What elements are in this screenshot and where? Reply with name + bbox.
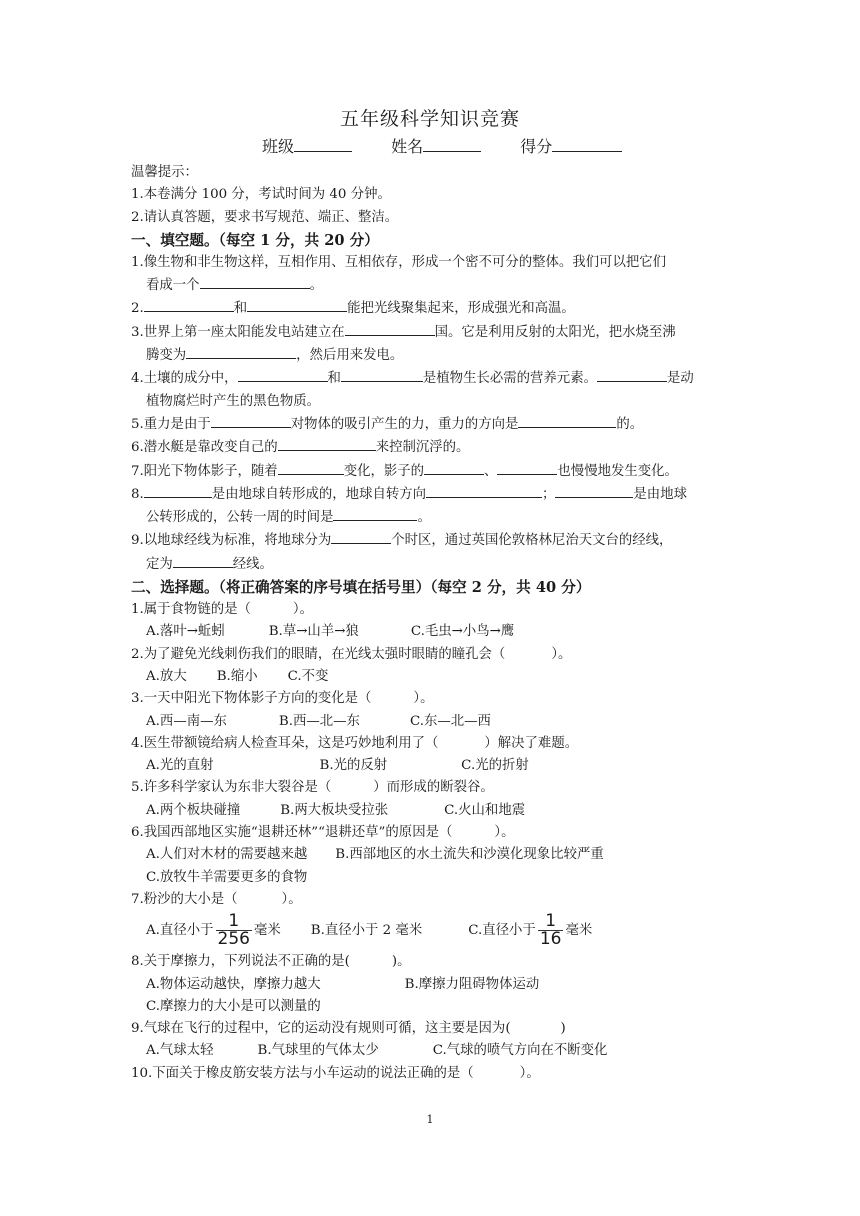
option[interactable]: B.缩小	[216, 668, 258, 684]
fraction-denominator: 16	[539, 929, 562, 950]
answer-blank[interactable]	[497, 460, 557, 475]
question-text: 是动	[666, 371, 694, 387]
answer-blank[interactable]	[331, 529, 391, 544]
option[interactable]: B.光的反射	[319, 758, 388, 774]
options-row	[131, 974, 731, 996]
choice-question-10	[131, 1063, 731, 1085]
answer-blank[interactable]	[341, 367, 423, 382]
fill-question-8	[131, 483, 731, 506]
option[interactable]	[146, 911, 281, 950]
answer-blank[interactable]	[186, 344, 296, 359]
choice-question-3	[131, 688, 731, 710]
question-text: 7.粉沙的大小是（	[131, 891, 238, 907]
option[interactable]: B.直径小于 2 毫米	[310, 923, 423, 939]
option[interactable]: C.放牧牛羊需要更多的食物	[146, 869, 308, 885]
choice-question-8	[131, 951, 731, 973]
option[interactable]: A.气球太轻	[146, 1043, 214, 1059]
question-text: 经线。	[232, 556, 273, 572]
choice-question-1	[131, 599, 731, 621]
question-text: 10.下面关于橡皮筋安装方法与小车运动的说法正确的是（	[131, 1065, 474, 1081]
options-row	[131, 844, 731, 866]
question-continuation	[131, 506, 731, 529]
option[interactable]: B.气球里的气体太少	[257, 1043, 379, 1059]
fill-question-5	[131, 413, 731, 436]
answer-blank[interactable]	[200, 274, 310, 289]
fraction-numerator: 1	[228, 911, 240, 932]
question-text: 3.世界上第一座太阳能发电站建立在	[131, 324, 345, 340]
tip-item: 2.请认真答题，要求书写规范、端正、整洁。	[131, 209, 399, 225]
question-text: 国。它是利用反射的太阳光，把水烧至沸	[434, 324, 676, 340]
question-text: 4.医生带额镜给病人检查耳朵，这是巧妙地利用了（	[131, 735, 439, 751]
options-row	[131, 621, 731, 643]
options-row	[131, 996, 731, 1018]
question-text: 7.阳光下物体影子，随着	[131, 463, 278, 479]
class-field	[262, 134, 352, 157]
options-row	[131, 1040, 731, 1062]
option[interactable]: C.毛虫→小鸟→鹰	[410, 624, 515, 640]
exam-title: 五年级科学知识竞赛	[339, 108, 520, 130]
fill-question-7	[131, 460, 731, 483]
question-text: 看成一个	[146, 278, 200, 294]
option[interactable]: B.西—北—东	[278, 713, 360, 729]
question-text: 2.	[131, 301, 144, 317]
question-text: 也慢慢地发生变化。	[557, 463, 678, 479]
answer-blank[interactable]	[518, 413, 616, 428]
option[interactable]: C.东—北—西	[409, 713, 491, 729]
choice-question-2	[131, 644, 731, 666]
student-info-line	[262, 134, 656, 157]
fill-question-1	[131, 252, 731, 274]
question-text: 。	[417, 510, 431, 526]
answer-blank[interactable]	[555, 483, 633, 498]
fill-question-4	[131, 367, 731, 390]
class-blank[interactable]	[294, 137, 352, 152]
question-text: 是植物生长必需的营养元素。	[422, 371, 597, 387]
question-text: 对物体的吸引产生的力，重力的方向是	[290, 416, 519, 432]
option[interactable]	[468, 911, 593, 950]
option[interactable]: C.不变	[287, 668, 329, 684]
question-text: ；	[542, 486, 556, 502]
question-text: 9.气球在飞行的过程中，它的运动没有规则可循，这主要是因为(	[131, 1021, 511, 1037]
question-text: 9.以地球经线为标准，将地球分为	[131, 533, 332, 549]
answer-blank[interactable]	[333, 506, 417, 521]
choice-question-5	[131, 777, 731, 799]
question-text: 2.为了避免光线刺伤我们的眼睛，在光线太强时眼睛的瞳孔会（	[131, 646, 506, 662]
name-field	[391, 134, 481, 157]
question-text: 变化，影子的	[343, 463, 425, 479]
score-blank[interactable]	[552, 137, 622, 152]
name-blank[interactable]	[423, 137, 481, 152]
page-number: 1	[426, 1113, 434, 1126]
answer-blank[interactable]	[238, 367, 328, 382]
question-text: 6.潜水艇是靠改变自己的	[131, 440, 278, 456]
answer-blank[interactable]	[278, 436, 376, 451]
question-text: 8.	[131, 486, 144, 502]
question-text: 植物腐烂时产生的黑色物质。	[146, 393, 321, 409]
question-text: ，然后用来发电。	[296, 348, 404, 364]
options-row	[131, 800, 731, 822]
answer-blank[interactable]	[144, 297, 234, 312]
options-row	[131, 666, 731, 688]
question-text: 4.土壤的成分中，	[131, 371, 238, 387]
question-text: 腾变为	[146, 348, 187, 364]
section-1-title: 一、填空题。（每空 1 分，共 20 分）	[131, 231, 379, 249]
option[interactable]: A.落叶→蚯蚓	[146, 624, 225, 640]
option[interactable]: C.气球的喷气方向在不断变化	[432, 1043, 608, 1059]
fraction-denominator: 256	[217, 929, 250, 950]
fraction	[538, 913, 564, 948]
question-text: 5.重力是由于	[131, 416, 211, 432]
question-text: )。	[391, 954, 411, 970]
answer-blank[interactable]	[144, 483, 212, 498]
question-text: 是由地球	[633, 486, 687, 502]
question-text: 是由地球自转形成的，地球自转方向	[211, 486, 427, 502]
fill-question-9	[131, 529, 731, 552]
question-text: )	[560, 1021, 566, 1037]
question-text: 定为	[146, 556, 173, 572]
question-text: ）。	[413, 691, 434, 707]
option[interactable]: B.草→山羊→狼	[268, 624, 359, 640]
choice-question-4	[131, 733, 731, 755]
question-continuation	[131, 344, 731, 367]
question-text: 3.一天中阳光下物体影子方向的变化是（	[131, 691, 372, 707]
exam-content	[131, 162, 731, 1085]
fill-question-6	[131, 436, 731, 459]
answer-blank[interactable]	[426, 483, 542, 498]
option[interactable]: C.光的折射	[461, 758, 529, 774]
question-text: 公转形成的，公转一周的时间是	[146, 510, 334, 526]
answer-blank[interactable]	[597, 367, 667, 382]
fill-question-3	[131, 321, 731, 344]
choice-question-6	[131, 822, 731, 844]
section-2-title: 二、选择题。（将正确答案的序号填在括号里）（每空 2 分，共 40 分）	[131, 579, 591, 597]
question-text: 5.许多科学家认为东非大裂谷是（	[131, 780, 332, 796]
question-continuation	[131, 274, 731, 297]
option[interactable]: A.放大	[146, 668, 187, 684]
name-label: 姓名	[391, 137, 424, 156]
fraction-numerator: 1	[545, 911, 557, 932]
question-text: 8.关于摩擦力，下列说法不正确的是(	[131, 954, 350, 970]
question-text: 1.像生物和非生物这样，互相作用、互相依存，形成一个密不可分的整体。我们可以把它们	[131, 254, 667, 270]
question-text: ）。	[292, 602, 313, 618]
question-text: 1.属于食物链的是（	[131, 602, 251, 618]
options-row	[131, 711, 731, 733]
class-label: 班级	[262, 137, 295, 156]
question-text: 。	[309, 278, 323, 294]
option[interactable]: C.摩擦力的大小是可以测量的	[146, 998, 321, 1014]
answer-blank[interactable]	[278, 460, 344, 475]
question-text: 个时区，通过英国伦敦格林尼治天文台的经线，	[391, 533, 673, 549]
option-text: A.直径小于	[146, 923, 214, 939]
question-text: 和	[233, 301, 248, 317]
options-row	[131, 911, 731, 951]
question-text: ）。	[519, 1065, 540, 1081]
answer-blank[interactable]	[173, 553, 233, 568]
question-text: 6.我国西部地区实施“退耕还林”“退耕还草”的原因是（	[131, 825, 453, 841]
option[interactable]: A.两个板块碰撞	[146, 802, 241, 818]
option-text: 毫米	[565, 923, 593, 939]
choice-question-7	[131, 889, 731, 911]
question-text: ）。	[281, 891, 302, 907]
score-field	[520, 134, 622, 157]
options-row	[131, 867, 731, 889]
question-text: ）。	[494, 825, 515, 841]
fraction	[216, 913, 252, 948]
options-row	[131, 755, 731, 777]
option[interactable]: A.物体运动越快，摩擦力越大	[146, 976, 321, 992]
option[interactable]: A.西—南—东	[146, 713, 227, 729]
question-text: ）解决了难题。	[484, 735, 579, 751]
answer-blank[interactable]	[211, 413, 291, 428]
answer-blank[interactable]	[424, 460, 484, 475]
question-text: 能把光线聚集起来，形成强光和高温。	[347, 301, 575, 317]
fill-question-2	[131, 297, 731, 320]
score-label: 得分	[520, 137, 553, 156]
answer-blank[interactable]	[345, 321, 435, 336]
option[interactable]: A.光的直射	[146, 758, 214, 774]
option-text: 毫米	[253, 923, 281, 939]
question-continuation	[131, 553, 731, 576]
option[interactable]: A.人们对木材的需要越来越	[146, 847, 308, 863]
question-text: 、	[484, 463, 498, 479]
option-text: C.直径小于	[468, 923, 536, 939]
question-text: ）而形成的断裂谷。	[373, 780, 494, 796]
option[interactable]: B.摩擦力阻碍物体运动	[404, 976, 540, 992]
option[interactable]: C.火山和地震	[444, 802, 526, 818]
answer-blank[interactable]	[247, 297, 347, 312]
choice-question-9	[131, 1018, 731, 1040]
question-continuation	[131, 391, 731, 413]
question-text: 的。	[616, 416, 644, 432]
tips-heading: 温馨提示：	[131, 165, 198, 180]
option[interactable]: B.两大板块受拉张	[280, 802, 389, 818]
question-text: 和	[327, 371, 341, 387]
question-text: ）。	[551, 646, 572, 662]
tip-item: 1.本卷满分 100 分，考试时间为 40 分钟。	[131, 187, 391, 203]
option[interactable]: B.西部地区的水土流失和沙漠化现象比较严重	[335, 847, 604, 863]
question-text: 来控制沉浮的。	[375, 440, 470, 456]
